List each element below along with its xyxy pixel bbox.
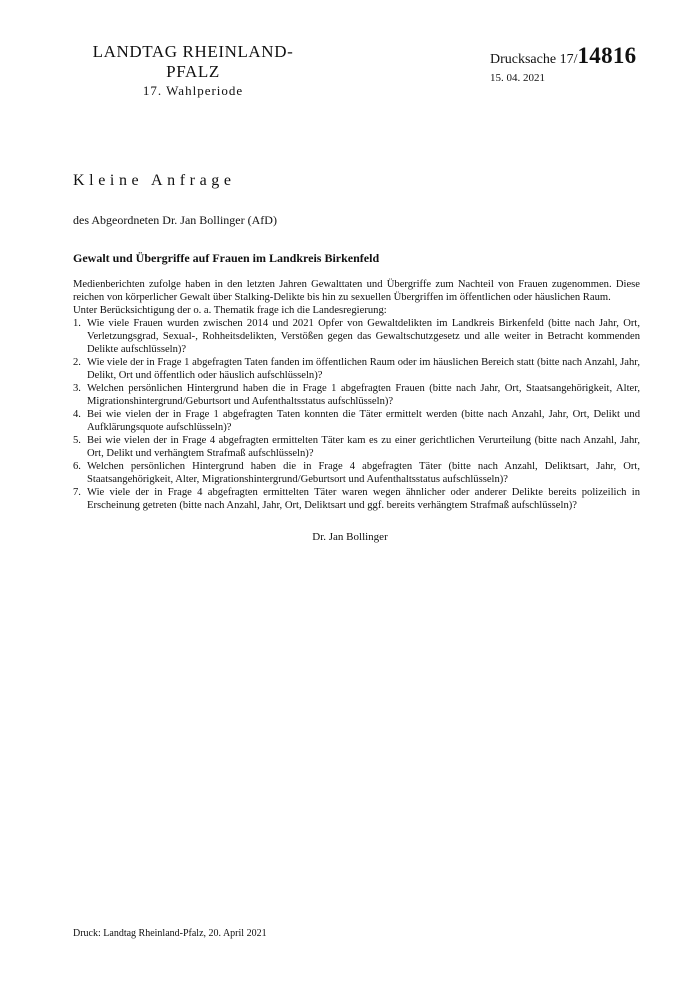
document-date: 15. 04. 2021 — [490, 72, 545, 84]
question-text: Wie viele der in Frage 1 abgefragten Taten fanden im öffentlichen Raum oder im häuslichen Bereich statt (bitte nach Anzahl, Jahr, Delikt, Ort und öffentlich oder häuslich aufschlüsseln)? — [87, 357, 640, 381]
question-item — [73, 382, 640, 408]
signature: Dr. Jan Bollinger — [312, 531, 388, 543]
lead-sentence: Unter Berücksichtigung der o. a. Thematik frage ich die Landesregierung: — [73, 305, 387, 316]
question-item — [73, 356, 640, 382]
intro-paragraph: Medienberichten zufolge haben in den letzten Jahren Gewalttaten und Übergriffe zum Nachteil von Frauen zugenommen. Diese reichen von körperlicher Gewalt über Stalking-Delikte bis hin zu sexuellen Übergriffen im öffentlichen oder häuslichen Raum. — [73, 279, 640, 303]
question-number: 4. — [73, 409, 81, 420]
document-header — [73, 42, 313, 99]
legislative-period: 17. Wahlperiode — [142, 83, 244, 98]
question-text: Welchen persönlichen Hintergrund haben die in Frage 1 abgefragten Frauen (bitte nach Jahr, Ort, Staatsangehörigkeit, Alter, Migrationshintergrund/Geburtsort und Aufenthaltsstatus aufschlüsseln)? — [87, 383, 640, 407]
question-number: 7. — [73, 487, 81, 498]
question-item — [73, 486, 640, 512]
question-number: 5. — [73, 435, 81, 446]
parliament-name: LANDTAG RHEINLAND-PFALZ — [92, 42, 294, 81]
question-text: Welchen persönlichen Hintergrund haben die in Frage 4 abgefragten Täter (bitte nach Anzahl, Deliktsart, Jahr, Ort, Staatsangehörigkeit, Alter, Migrationshintergrund/Geburtsort und Aufenthaltsstatus aufschlüsseln)? — [87, 461, 640, 485]
question-item — [73, 460, 640, 486]
print-footer: Druck: Landtag Rheinland-Pfalz, 20. April 2021 — [73, 928, 267, 939]
question-list — [73, 317, 640, 512]
question-number: 3. — [73, 383, 81, 394]
document-body — [73, 278, 640, 512]
question-text: Bei wie vielen der in Frage 4 abgefragten ermittelten Täter kam es zu einer gerichtlichen Verurteilung (bitte nach Anzahl, Jahr, Ort, Delikt und verhängtem Strafmaß aufschlüsseln)? — [87, 435, 640, 459]
document-number: 14816 — [577, 43, 637, 68]
document-type: Kleine Anfrage — [73, 172, 236, 189]
document-title: Gewalt und Übergriffe auf Frauen im Landkreis Birkenfeld — [73, 251, 380, 265]
author-line: des Abgeordneten Dr. Jan Bollinger (AfD) — [73, 213, 277, 227]
question-text: Bei wie vielen der in Frage 1 abgefragten Taten konnten die Täter ermittelt werden (bitte nach Anzahl, Jahr, Ort, Delikt und Aufklärungsquote aufschlüsseln)? — [87, 409, 640, 433]
question-item — [73, 434, 640, 460]
document-reference — [490, 44, 636, 85]
question-number: 1. — [73, 318, 81, 329]
question-text: Wie viele der in Frage 4 abgefragten ermittelten Täter waren wegen ähnlicher oder anderer Delikte bereits polizeilich in Erscheinung getreten (bitte nach Anzahl, Jahr, Ort, Deliktsart und ggf. bereits verhängtem Strafmaß aufschlüsseln)? — [87, 487, 640, 511]
document-number-line — [490, 44, 636, 72]
document-number-prefix: Drucksache 17/ — [490, 52, 578, 67]
question-item — [73, 317, 640, 356]
question-item — [73, 408, 640, 434]
question-number: 2. — [73, 357, 81, 368]
question-text: Wie viele Frauen wurden zwischen 2014 und 2021 Opfer von Gewaltdelikten im Landkreis Birkenfeld (bitte nach Jahr, Ort, Verletzungsgrad, Sexual-, Rohheitsdelikten, Verstößen gegen das Gewaltschutzgesetz und alle weiter in Betracht kommenden Delikte aufschlüsseln)? — [87, 318, 640, 355]
question-number: 6. — [73, 461, 81, 472]
